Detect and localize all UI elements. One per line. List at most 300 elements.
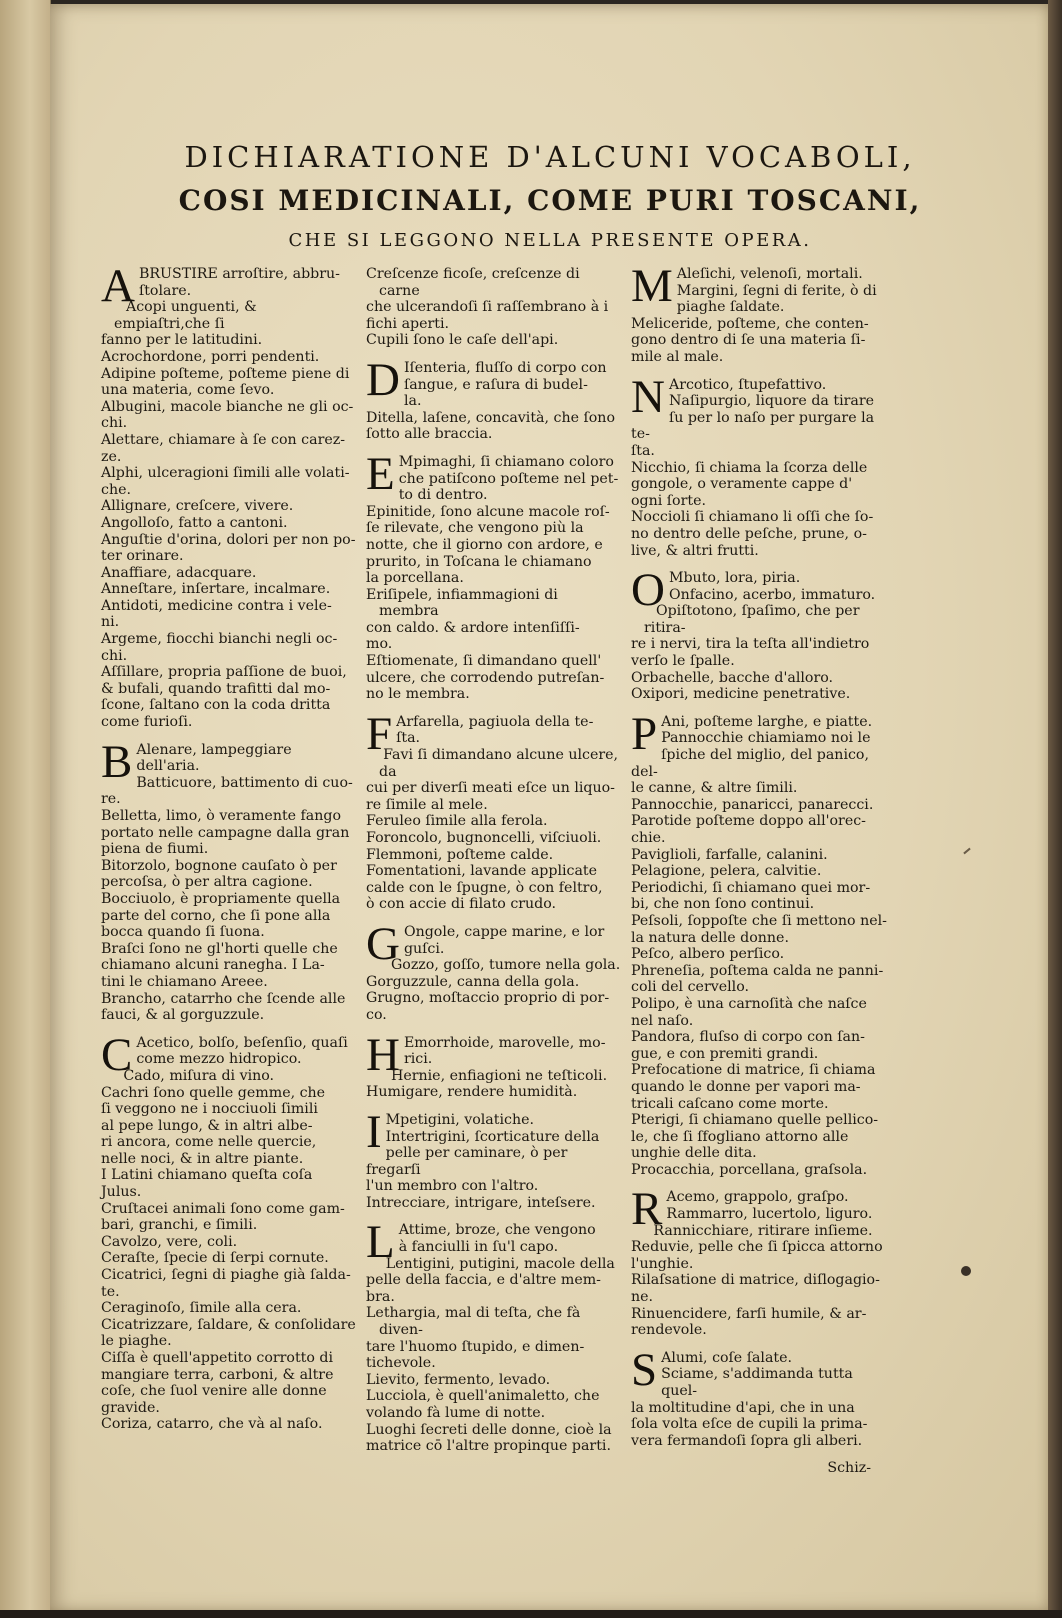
entry-line: Eſtiomenate, ſi dimandano quell' [366, 653, 602, 670]
glossary-entry [366, 504, 621, 587]
lead-line: ſola volta eſce de cupili la prima- [631, 1416, 868, 1433]
entry-line: nelle noci, & in altre piante. [101, 1150, 304, 1167]
entry-line: Acrochordone, porri pendenti. [101, 348, 320, 365]
entry-line: mo. [366, 636, 393, 653]
glossary-entry [101, 432, 356, 465]
left-page-edge [0, 0, 51, 1618]
entry-line: fichi aperti. [366, 315, 450, 332]
entry-line: chiamano alcuni ranegha. I La- [101, 957, 325, 974]
glossary-entry [101, 1250, 356, 1267]
entry-line: prurito, in Toſcana le chiamano [366, 553, 592, 570]
lead-line: Ongole, cappe marine, e lor [403, 923, 605, 940]
entry-line: coli del cervello. [631, 979, 750, 996]
glossary-entry [366, 847, 621, 864]
glossary-entry [631, 847, 887, 864]
entry-line: re ſimile al mele. [366, 796, 488, 813]
lead-line: Onfacino, acerbo, immaturo. [668, 586, 876, 603]
glossary-entry [631, 1223, 887, 1240]
glossary-entry [631, 670, 887, 687]
entry-line: chie. [631, 830, 666, 846]
entry-line: tichevole. [366, 1355, 436, 1372]
lead-line: Margini, ſegni di ferite, ò di [676, 282, 877, 299]
entry-line: Ditella, laſene, concavità, che ſono [366, 409, 615, 426]
entry-line: ze. [101, 448, 122, 465]
letter-section-b [101, 735, 356, 1024]
entry-line: Humigare, rendere humidità. [366, 1084, 578, 1101]
glossary-entry [366, 1195, 621, 1212]
title-line-2: COSI MEDICINALI, COME PURI TOSCANI, [178, 184, 922, 217]
entry-line: no dentro delle peſche, prune, o- [631, 525, 867, 542]
entry-line: Bitorzolo, bognone cauſato ò per [101, 857, 337, 874]
entry-line: Feruleo ſimile alla ferola. [366, 813, 548, 830]
entry-line: no le membra. [366, 686, 470, 703]
glossary-entry [101, 349, 356, 366]
glossary-entry [631, 946, 887, 963]
letter-section-c [101, 1028, 356, 1433]
entry-line: ri ancora, come nelle quercie, [101, 1134, 317, 1151]
drop-cap-c: C [101, 1028, 133, 1081]
entry-line: ò con accie di filato crudo. [366, 896, 557, 913]
glossary-entry [101, 1317, 356, 1350]
entry-line: te. [101, 1283, 120, 1300]
lead-line: guſci. [403, 940, 445, 957]
entry-line: Angolloſo, fatto a cantoni. [101, 514, 288, 531]
entry-line: Pelagione, pelera, calvitie. [631, 863, 822, 880]
drop-cap-m: M [631, 260, 673, 312]
entry-line: Reduvie, pelle che ſi ſpicca attorno [631, 1239, 883, 1256]
entry-line: Rannicchiare, ritirare inſieme. [653, 1222, 873, 1239]
letter-section-i [366, 1105, 621, 1212]
entry-line: ni. [101, 614, 120, 631]
entry-line: Adipine poſteme, poſteme piene di [101, 365, 350, 382]
drop-cap-o: O [631, 564, 665, 617]
glossary-entry [631, 880, 887, 913]
entry-line: Julus. [101, 1184, 142, 1201]
entry-line: bra. [366, 1288, 395, 1305]
lead-line: Mbuto, lora, piria. [668, 570, 801, 587]
drop-cap-f: F [366, 707, 393, 760]
entry-line: Alettare, chiamare à ſe con carez- [101, 431, 346, 448]
letter-section-a [101, 260, 356, 731]
entry-line: Pandora, fluſso di corpo con ſan- [631, 1029, 865, 1046]
glossary-entry [101, 565, 356, 582]
entry-line: unghie delle dita. [631, 1145, 757, 1162]
glossary-entry [631, 996, 887, 1029]
entry-line: Cachri ſono quelle gemme, che [101, 1084, 326, 1101]
entry-line: Antidoti, medicine contra i vele- [101, 597, 332, 614]
entry-line: Ciſſa è quell'appetito corrotto di [101, 1350, 334, 1366]
glossary-entry [366, 974, 621, 991]
entry-line: Pterigi, ſi chiamano quelle pellico- [631, 1112, 879, 1129]
glossary-entry [101, 1201, 356, 1234]
title-line-1: DICHIARATIONE D'ALCUNI VOCABOLI, [184, 140, 916, 174]
lead-line: re. [101, 791, 121, 808]
glossary-entry [101, 1267, 356, 1300]
glossary-entry [631, 316, 887, 366]
lead-line: Attime, broze, che vengono [398, 1222, 596, 1239]
glossary-entry [366, 813, 621, 830]
entry-line: chi. [101, 647, 128, 664]
lead-line: pelle per caminare, ò per fregarſi [366, 1145, 568, 1178]
glossary-entry [366, 1068, 621, 1085]
glossary-entry [366, 747, 621, 813]
lead-line: come mezzo hidropico. [136, 1051, 302, 1068]
entry-line: Peſco, albero perſico. [631, 946, 785, 963]
lead-line: Sciame, s'addimanda tutta quel- [661, 1366, 853, 1399]
entry-line: Foroncolo, bugnoncelli, viſciuoli. [366, 830, 602, 846]
letter-section-e [366, 447, 621, 703]
glossary-entry [101, 631, 356, 664]
entry-line: ne. [631, 1289, 654, 1306]
drop-cap-n: N [631, 370, 665, 423]
glossary-entry [366, 587, 621, 653]
title-line-3: CHE SI LEGGONO NELLA PRESENTE OPERA. [288, 230, 812, 251]
entry-line: Hernie, enfiagioni ne teſticoli. [390, 1067, 608, 1084]
glossary-entry [631, 1272, 887, 1305]
paper-spot [961, 1266, 971, 1276]
entry-line: re i nervi, tira la teſta all'indietro [631, 636, 870, 653]
glossary-entry [631, 797, 887, 814]
entry-line: gravide. [101, 1399, 160, 1416]
lead-line: l'un membro con l'altro. [366, 1178, 539, 1195]
lead-line: Rammarro, lucertolo, liguro. [666, 1206, 873, 1223]
entry-line: gono dentro di ſe una materia ſi- [631, 332, 866, 349]
entry-line: Lievito, fermento, levado. [366, 1371, 551, 1388]
lead-line: ſta. [631, 442, 655, 459]
lead-line: Arcotico, ſtupefattivo. [668, 376, 827, 393]
entry-line: Cado, miſura di vino. [123, 1067, 275, 1084]
entry-line: pelle della faccia, e d'altre mem- [366, 1272, 601, 1289]
lead-line: to di dentro. [398, 487, 488, 504]
entry-line: ter orinare. [101, 548, 184, 565]
entry-line: live, & altri frutti. [631, 542, 759, 559]
entry-line: ogni ſorte. [631, 492, 706, 509]
entry-line: bi, che non ſono continui. [631, 896, 815, 913]
lead-line: Alenare, lampeggiare dell'aria. [136, 741, 292, 775]
entry-line: Belletta, limo, ò veramente fango [101, 808, 342, 824]
entry-line: Lentigini, putigini, macole della [385, 1255, 615, 1272]
entry-line: le piaghe. [101, 1333, 172, 1350]
lead-line: à fanciulli in ſu'l capo. [398, 1239, 559, 1256]
lead-line: vera fermandoſi ſopra gli alberi. [631, 1432, 863, 1449]
lead-line: Pannocchie chiamiamo noi le [661, 730, 871, 747]
entry-line: Bocciuolo, è propriamente quella [101, 890, 341, 907]
entry-line: volando fà lume di notte. [366, 1405, 546, 1421]
glossary-entry [101, 1085, 356, 1201]
glossary-entry [631, 863, 887, 880]
drop-cap-d: D [366, 353, 400, 406]
entry-line: una materia, come ſevo. [101, 382, 275, 399]
lead-line: Naſipurgio, liquore da tirare [668, 393, 875, 410]
letter-section-h [366, 1028, 621, 1101]
entry-line: chi. [101, 415, 128, 432]
entry-line: tare l'huomo ſtupido, e dimen- [366, 1338, 585, 1355]
entry-line: Gorguzzule, canna della gola. [366, 973, 580, 990]
entry-line: Orbachelle, bacche d'alloro. [631, 669, 834, 686]
glossary-entry [631, 1112, 887, 1162]
letter-section-s [631, 1343, 887, 1450]
entry-line: Intrecciare, intrigare, inteſsere. [366, 1194, 596, 1211]
catchword: Schiz- [827, 1460, 871, 1477]
entry-line: Acopi unguenti, & empiaſtri,che ſi [114, 299, 257, 332]
lead-line: Mpetigini, volatiche. [385, 1111, 534, 1128]
letter-section-l [366, 1216, 621, 1455]
glossary-entry [631, 603, 887, 669]
entry-line: ſotto alle braccia. [366, 426, 493, 443]
right-book-edge [1048, 0, 1062, 1618]
entry-line: mangiare terra, carboni, & altre [101, 1366, 334, 1383]
entry-line: Albugini, macole bianche ne gli oc- [101, 398, 354, 415]
glossary-entry [101, 465, 356, 498]
letter-section-d [366, 353, 621, 443]
lead-line: Acemo, grappolo, graſpo. [666, 1189, 849, 1206]
lead-line: rici. [403, 1051, 433, 1068]
letter-section-p [631, 707, 887, 1179]
glossary-entry [366, 1256, 621, 1306]
entry-line: Luoghi ſecreti delle donne, cioè la [366, 1421, 612, 1438]
letter-section-r [631, 1183, 887, 1339]
glossary-entry [366, 957, 621, 974]
lead-line: che patiſcono poſteme nel pet- [398, 470, 619, 487]
entry-line: Gozzo, goſſo, tumore nella gola. [390, 957, 621, 974]
lead-line: Mpimaghi, ſi chiamano coloro [398, 453, 614, 470]
bottom-book-edge [0, 1610, 1062, 1618]
entry-line: Parotide poſteme doppo all'orec- [631, 813, 866, 830]
letter-section-m [631, 260, 887, 366]
glossary-column-2 [366, 266, 621, 1466]
entry-line: bocca quando ſi ſuona. [101, 924, 265, 941]
glossary-entry [366, 1372, 621, 1389]
entry-line: Cupili ſono le caſe dell'api. [366, 332, 559, 349]
lead-line: Aleſichi, velenoſi, mortali. [676, 266, 863, 282]
lead-line: Iſenteria, fluſſo di corpo con [403, 359, 607, 376]
lead-line: Acetico, bolſo, beſenſio, quaſi [136, 1034, 348, 1051]
entry-line: Oxipori, medicine penetrative. [631, 686, 851, 703]
letter-section-f [366, 707, 621, 913]
glossary-entry [631, 1062, 887, 1112]
glossary-entry [366, 1422, 621, 1455]
entry-line: Cruſtacei animali ſono come gam- [101, 1200, 345, 1217]
entry-line: Allignare, creſcere, vivere. [101, 498, 294, 515]
entry-line: Alphi, ulceragioni ſimili alle volati- [101, 465, 350, 482]
entry-line: bari, granchi, e ſimili. [101, 1217, 258, 1234]
entry-line: Flemmoni, poſteme calde. [366, 846, 554, 863]
entry-line: Grugno, moſtaccio proprio di por- [366, 990, 610, 1007]
entry-line: la natura delle donne. [631, 929, 789, 946]
entry-line: Braſci ſono ne gl'horti quelle che [101, 940, 338, 957]
entry-line: notte, che il giorno con ardore, e [366, 536, 603, 553]
lead-line: le canne, & altre ſimili. [631, 780, 798, 797]
entry-line: che ulcerandoſi ſi raſſembrano à i [366, 299, 609, 316]
glossary-entry [101, 515, 356, 532]
glossary-entry [101, 366, 356, 399]
glossary-entry [366, 266, 621, 332]
glossary-entry [366, 332, 621, 349]
entry-line: Aſſillare, propria paſſione de buoi, [101, 664, 347, 681]
glossary-entry [101, 581, 356, 598]
drop-cap-a: A [101, 260, 135, 312]
entry-line: Argeme, fiocchi bianchi negli oc- [101, 631, 338, 648]
glossary-entry [366, 990, 621, 1023]
entry-line: cui per diverſi meati eſce un liquo- [366, 780, 615, 797]
glossary-entry [101, 598, 356, 631]
letter-section-o [631, 564, 887, 703]
lead-line: Emorrhoide, marovelle, mo- [403, 1034, 606, 1051]
glossary-entry [631, 1239, 887, 1272]
glossary-column-1 [101, 260, 356, 1444]
entry-line: ſcone, ſaltano con la coda dritta [101, 697, 331, 714]
glossary-entry [101, 1300, 356, 1317]
lead-line: ſu per lo naſo per purgare la te- [631, 409, 875, 443]
lead-line: la. [403, 393, 422, 410]
entry-line: Lethargia, mal di teſta, che fà diven- [366, 1305, 581, 1339]
glossary-entry [631, 963, 887, 996]
glossary-entry [631, 913, 887, 946]
lead-line: la moltitudine d'api, che in una [631, 1399, 855, 1416]
entry-line: Phreneſia, poſtema calda ne panni- [631, 962, 884, 979]
entry-line: Eriſipele, infiammagioni di membra [366, 586, 558, 620]
entry-line: Polipo, è una carnoſità che naſce [631, 995, 867, 1012]
entry-line: le, che ſi ſfogliano attorno alle [631, 1128, 849, 1145]
lead-line: Alumi, coſe ſalate. [661, 1349, 793, 1366]
entry-line: l'unghie. [631, 1255, 694, 1272]
drop-cap-e: E [366, 447, 395, 500]
entry-line: Fomentationi, lavande applicate [366, 863, 598, 880]
entry-line: Ceraginoſo, ſimile alla cera. [101, 1300, 302, 1317]
entry-line: Cavolzo, vere, coli. [101, 1233, 238, 1250]
entry-line: mile al male. [631, 348, 724, 365]
glossary-entry [101, 664, 356, 730]
glossary-entry [101, 1068, 356, 1085]
lead-line: BRUSTIRE arroſtire, abbru- [138, 266, 340, 282]
drop-cap-r: R [631, 1183, 663, 1236]
glossary-entry [631, 509, 887, 559]
glossary-entry [366, 1305, 621, 1371]
glossary-entry [366, 653, 621, 703]
entry-line: quando le donne per vapori ma- [631, 1078, 861, 1095]
entry-line: ſi veggono ne i nocciuoli ſimili [101, 1101, 318, 1118]
entry-line: fanno per le latitudini. [101, 332, 263, 349]
entry-line: Meliceride, poſteme, che conten- [631, 315, 869, 332]
entry-line: calde con le ſpugne, ò con feltro, [366, 879, 603, 896]
entry-line: tricali caſcano come morte. [631, 1095, 829, 1112]
entry-line: tini le chiamano Areee. [101, 973, 268, 990]
lead-line: Arfarella, pagiuola della te- [396, 713, 594, 730]
letter-section-top [366, 266, 621, 349]
lead-line: piaghe ſaldate. [676, 299, 785, 316]
lead-line: Ani, poſteme larghe, e piatte. [661, 713, 873, 730]
entry-line: Cicatrizzare, ſaldare, & conſolidare [101, 1316, 356, 1333]
entry-line: gongole, o veramente cappe d' [631, 476, 853, 493]
entry-line: verſo le ſpalle. [631, 653, 735, 670]
glossary-entry [366, 863, 621, 913]
glossary-column-3 [631, 260, 887, 1477]
entry-line: piena de fiumi. [101, 841, 209, 858]
glossary-entry [101, 808, 356, 858]
entry-line: co. [366, 1006, 387, 1023]
glossary-entry [101, 991, 356, 1024]
entry-line: portato nelle campagne dalla gran [101, 824, 350, 841]
glossary-entry [631, 1029, 887, 1062]
lead-line: ſpiche del miglio, del panico, del- [631, 747, 869, 780]
entry-line: come furioſi. [101, 714, 193, 731]
glossary-entry [101, 1350, 356, 1416]
lead-line: Batticuore, battimento di cuo- [136, 774, 353, 791]
lead-line: ſtolare. [138, 282, 192, 299]
glossary-entry [631, 686, 887, 703]
entry-line: ulcere, che corrodendo putreſan- [366, 669, 605, 686]
lead-line: ſangue, e raſura di budel- [403, 376, 588, 393]
entry-line: Epinitide, ſono alcune macole roſ- [366, 503, 610, 520]
entry-line: fauci, & al gorguzzule. [101, 1007, 265, 1024]
entry-line: percoſsa, ò per altra cagione. [101, 874, 313, 891]
entry-line: Rilaſsatione di matrice, diſlogagio- [631, 1272, 880, 1289]
entry-line: Anaffiare, adacquare. [101, 564, 257, 581]
glossary-entry [101, 858, 356, 891]
entry-line: la porcellana. [366, 570, 464, 587]
drop-cap-g: G [366, 917, 400, 970]
entry-line: Nicchio, ſi chiama la ſcorza delle [631, 459, 868, 476]
glossary-entry [101, 1416, 356, 1433]
entry-line: coſe, che ſuol venire alle donne [101, 1383, 327, 1400]
entry-line: Lucciola, è quell'animaletto, che [366, 1388, 600, 1405]
glossary-entry [631, 813, 887, 846]
entry-line: al pepe lungo, & in altri albe- [101, 1117, 313, 1134]
entry-line: nel naſo. [631, 1012, 694, 1029]
letter-section-g [366, 917, 621, 1024]
glossary-entry [101, 399, 356, 432]
entry-line: Paviglioli, farfalle, calanini. [631, 846, 828, 863]
entry-line: che. [101, 481, 131, 498]
entry-line: Anneſtare, inſertare, incalmare. [101, 581, 331, 598]
glossary-entry [101, 891, 356, 941]
entry-line: Ceraſte, ſpecie di ſerpi cornute. [101, 1250, 329, 1267]
entry-line: Coriza, catarro, che và al naſo. [101, 1416, 323, 1433]
glossary-entry [631, 1306, 887, 1339]
drop-cap-h: H [366, 1028, 400, 1081]
entry-line: Pannocchie, panaricci, panarecci. [631, 796, 874, 813]
entry-line: I Latini chiamano queſta coſa [101, 1167, 313, 1184]
glossary-entry [101, 299, 356, 349]
entry-line: con caldo. & ardore intenſiſſi- [366, 619, 580, 636]
entry-line: ſe rilevate, che vengono più la [366, 520, 584, 537]
glossary-entry [101, 1234, 356, 1251]
glossary-entry [366, 1084, 621, 1101]
entry-line: Brancho, catarrho che ſcende alle [101, 990, 346, 1007]
lead-line: Intertrigini, ſcorticature della [385, 1128, 600, 1145]
drop-cap-i: I [366, 1105, 382, 1158]
entry-line: Creſcenze ficoſe, creſcenze di carne [366, 266, 580, 299]
entry-line: Opiſtotono, ſpaſimo, che per ritira- [644, 603, 860, 636]
drop-cap-s: S [631, 1343, 658, 1396]
letter-section-n [631, 370, 887, 560]
glossary-entry [101, 941, 356, 991]
glossary-entry [101, 532, 356, 565]
entry-line: Anguſtie d'orina, dolori per non po- [101, 531, 356, 548]
entry-line: Peſsoli, ſoppoſte che ſi mettono nel- [631, 912, 887, 929]
entry-line: & bufali, quando trafitti dal mo- [101, 680, 331, 697]
entry-line: Noccioli ſi chiamano li oſſi che ſo- [631, 509, 874, 526]
entry-line: Cicatrici, ſegni di piaghe già ſalda- [101, 1267, 351, 1284]
entry-line: Favi ſi dimandano alcune ulcere, da [379, 747, 619, 780]
drop-cap-b: B [101, 735, 133, 788]
glossary-entry [101, 498, 356, 515]
entry-line: Prefocatione di matrice, ſi chiama [631, 1062, 876, 1079]
entry-line: Periodichi, ſi chiamano quei mor- [631, 879, 871, 896]
drop-cap-l: L [366, 1216, 395, 1269]
entry-line: gue, e con premiti grandi. [631, 1045, 819, 1062]
entry-line: parte del corno, che ſi pone alla [101, 907, 331, 924]
